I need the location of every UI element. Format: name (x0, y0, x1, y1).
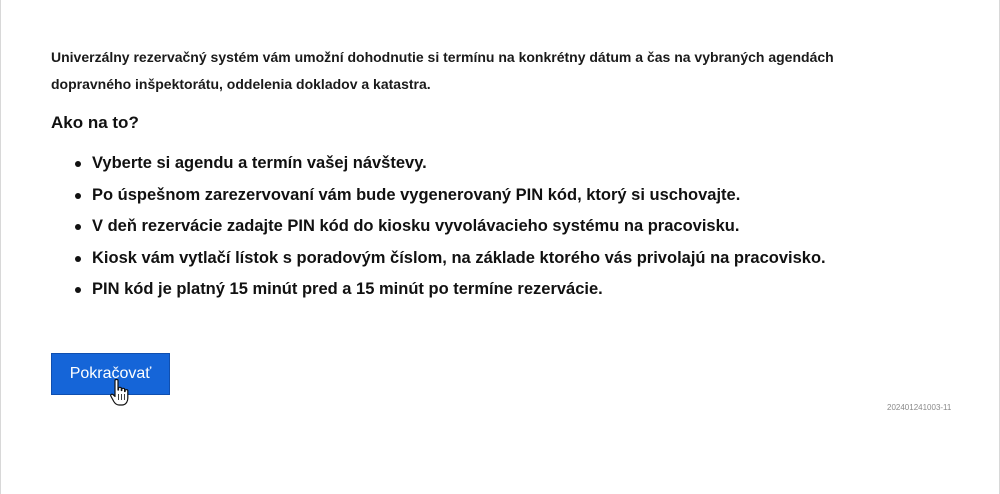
intro-line-1: Univerzálny rezervačný systém vám umožní dohodnutie si termínu na konkrétny dátum a čas na vybraných agendách (51, 49, 834, 65)
bullet-icon (75, 287, 81, 293)
steps-list (51, 148, 961, 306)
step-text: Vyberte si agendu a termín vašej návštevy. (92, 154, 427, 172)
step-text: Kiosk vám vytlačí lístok s poradovým číslom, na základe ktorého vás privolajú na pracovisko. (92, 248, 826, 267)
step-text: PIN kód je platný 15 minút pred a 15 minút po termíne rezervácie. (92, 280, 603, 298)
list-item (92, 274, 961, 306)
main-content (51, 44, 961, 306)
list-item (92, 148, 961, 180)
list-item (92, 211, 961, 243)
bullet-icon (75, 224, 81, 230)
hand-pointer-cursor-icon (109, 378, 131, 408)
list-item (92, 243, 961, 275)
intro-text (51, 44, 961, 98)
list-item (92, 180, 961, 212)
intro-line-2: dopravného inšpektorátu, oddelenia dokladov a katastra. (51, 76, 431, 92)
step-text: V deň rezervácie zadajte PIN kód do kiosku vyvolávacieho systému na pracovisku. (92, 217, 740, 235)
bullet-icon (75, 256, 81, 262)
bullet-icon (75, 161, 81, 167)
bullet-icon (75, 193, 81, 199)
howto-heading: Ako na to? (51, 113, 139, 132)
continue-button[interactable]: Pokračovať (51, 353, 170, 395)
version-label: 202401241003-11 (887, 403, 952, 412)
step-text: Po úspešnom zarezervovaní vám bude vygenerovaný PIN kód, ktorý si uschovajte. (92, 185, 741, 204)
